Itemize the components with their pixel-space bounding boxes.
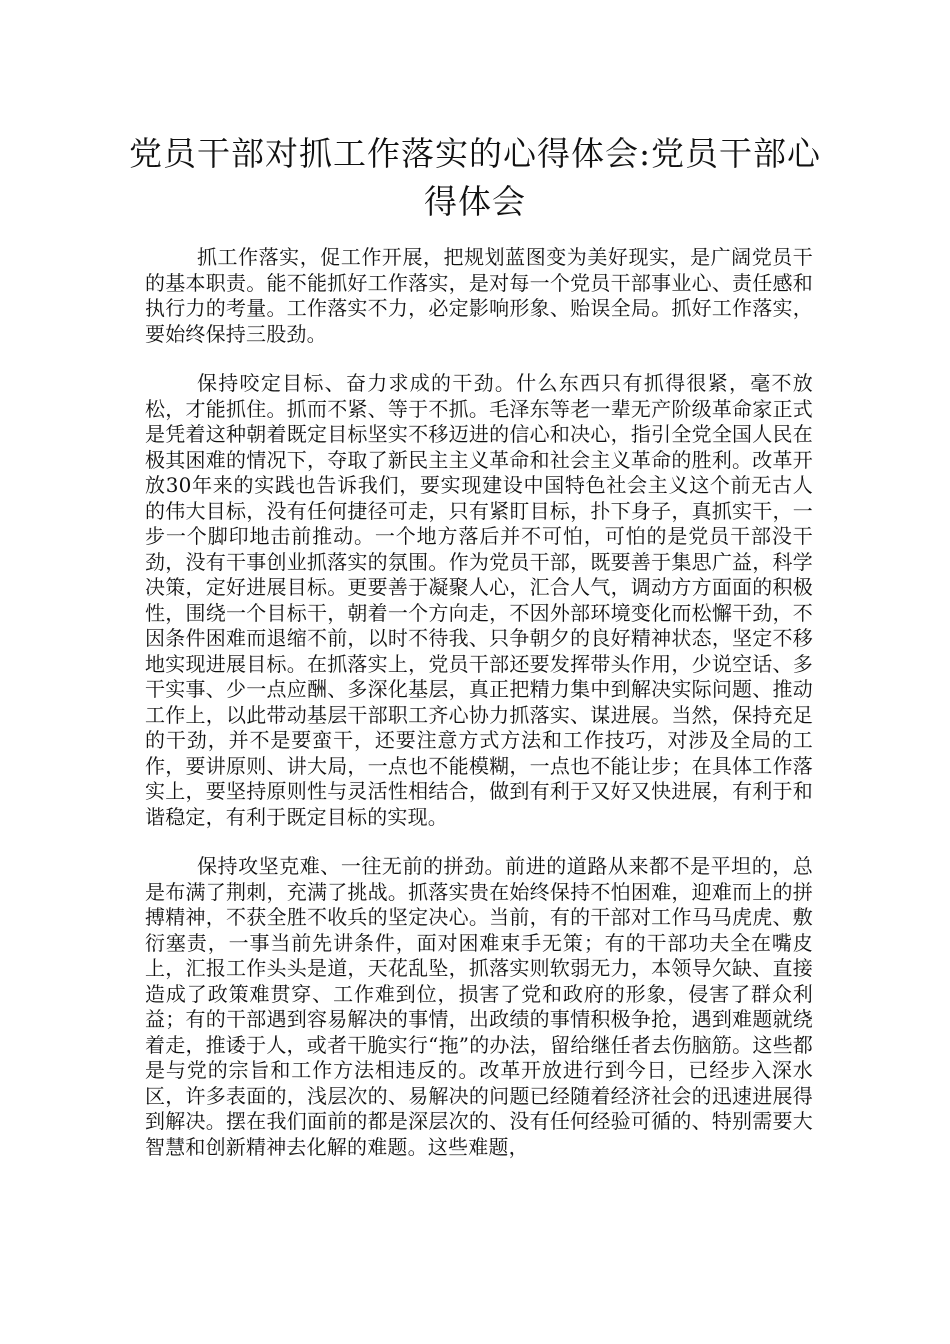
paragraph-1: 抓工作落实，促工作开展，把规划蓝图变为美好现实，是广阔党员干的基本职责。能不能抓好工作落实，是对每一个党员干部事业心、责任感和执行力的考量。工作落实不力，必定影响形象、贻误全局。抓好工作落实，要始终保持三股劲。 [145, 245, 813, 346]
paragraph-2: 保持咬定目标、奋力求成的干劲。什么东西只有抓得很紧，毫不放松，才能抓住。抓而不紧、等于不抓。毛泽东等老一辈无产阶级革命家正式是凭着这种朝着既定目标坚实不移迈进的信心和决心，指引全党全国人民在极其困难的情况下，夺取了新民主主义革命和社会主义革命的胜利。改革开放30年来的实践也告诉我们，要实现建设中国特色社会主义这个前无古人的伟大目标，没有任何捷径可走，只有紧盯目标，扑下身子，真抓实干，一步一个脚印地击前推动。一个地方落后并不可怕，可怕的是党员干部没干劲，没有干事创业抓落实的氛围。作为党员干部，既要善于集思广益，科学决策，定好进展目标。更要善于凝聚人心，汇合人气，调动方方面面的积极性，围绕一个目标干，朝着一个方向走，不因外部环境变化而松懈干劲，不因条件困难而退缩不前，以时不待我、只争朝夕的良好精神状态，坚定不移地实现进展目标。在抓落实上，党员干部还要发挥带头作用，少说空话、多干实事、少一点应酬、多深化基层，真正把精力集中到解决实际问题、推动工作上，以此带动基层干部职工齐心协力抓落实、谋进展。当然，保持充足的干劲，并不是要蛮干，还要注意方式方法和工作技巧，对涉及全局的工作，要讲原则、讲大局，一点也不能模糊，一点也不能让步；在具体工作落实上，要坚持原则性与灵活性相结合，做到有利于又好又快进展，有利于和谐稳定，有利于既定目标的实现。 [145, 371, 813, 829]
paragraph-3: 保持攻坚克难、一往无前的拼劲。前进的道路从来都不是平坦的，总是布满了荆刺，充满了挑战。抓落实贵在始终保持不怕困难，迎难而上的拼搏精神，不获全胜不收兵的坚定决心。当前，有的干部对工作马马虎虎、敷衍塞责，一事当前先讲条件，面对困难束手无策；有的干部功夫全在嘴皮上，汇报工作头头是道，天花乱坠，抓落实则软弱无力，本领导欠缺、直接造成了政策难贯穿、工作难到位，损害了党和政府的形象，侵害了群众利益；有的干部遇到容易解决的事情，出政绩的事情积极争抢，遇到难题就绕着走，推诿于人，或者干脆实行“拖”的办法，留给继任者去伤脑筋。这些都是与党的宗旨和工作方法相违反的。改革开放进行到今日，已经步入深水区，许多表面的，浅层次的、易解决的问题已经随着经济社会的迅速进展得到解决。摆在我们面前的都是深层次的、没有任何经验可循的、特别需要大智慧和创新精神去化解的难题。这些难题， [145, 854, 813, 1159]
document-body [145, 245, 813, 1184]
document-title: 党员干部对抓工作落实的心得体会:党员干部心得体会 [128, 134, 822, 221]
